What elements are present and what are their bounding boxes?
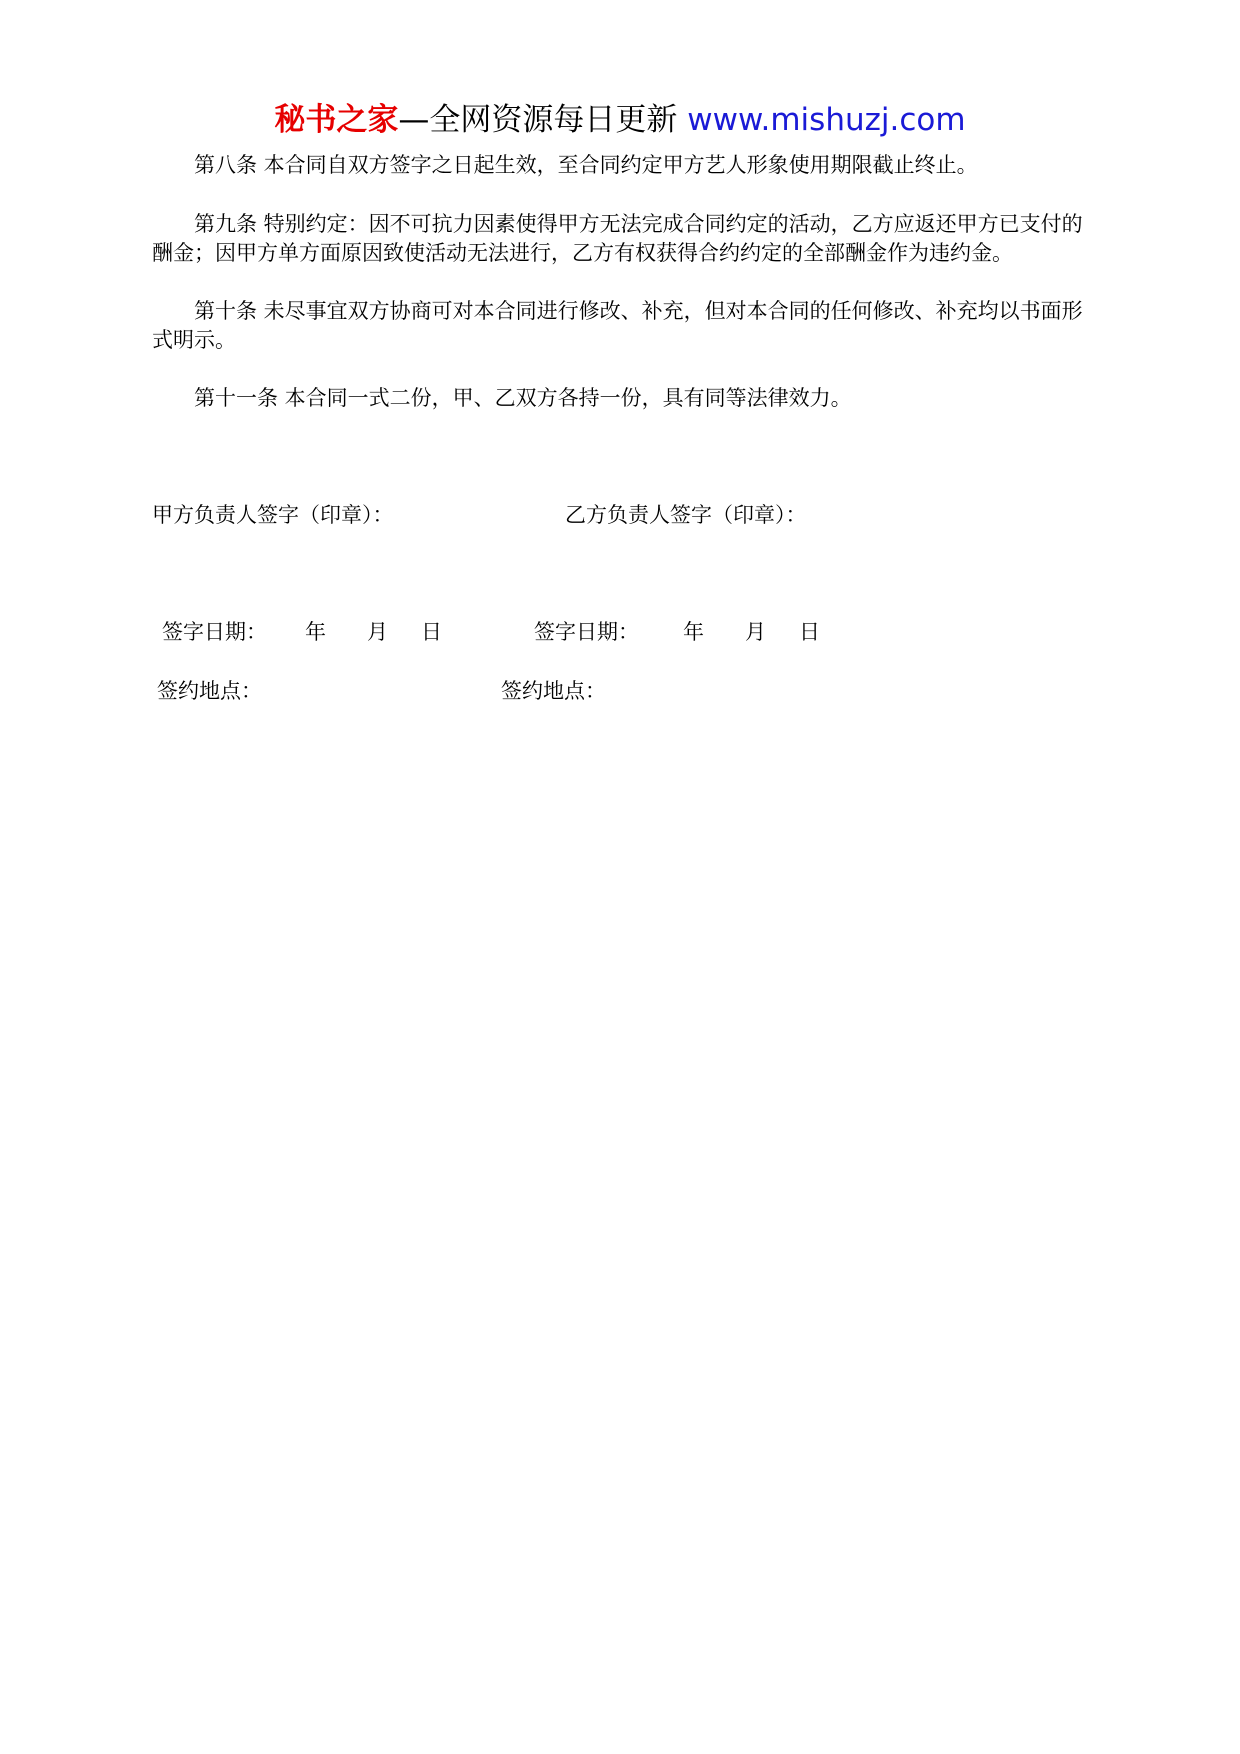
party-a-date-label: 签字日期： [162, 620, 267, 644]
article-11: 第十一条 本合同一式二份，甲、乙双方各持一份，具有同等法律效力。 [194, 386, 852, 410]
party-b-year: 年 [683, 620, 704, 644]
article-8: 第八条 本合同自双方签字之日起生效，至合同约定甲方艺人形象使用期限截止终止。 [194, 153, 978, 177]
party-b-place-label: 签约地点： [501, 679, 606, 703]
party-a-month: 月 [367, 620, 388, 644]
party-b-month: 月 [745, 620, 766, 644]
header-url[interactable]: www.mishuzj.com [687, 102, 966, 138]
party-b-date-label: 签字日期： [534, 620, 639, 644]
brand-name: 秘书之家 [274, 102, 399, 138]
party-a-place-label: 签约地点： [157, 679, 262, 703]
article-9: 第九条 特别约定：因不可抗力因素使得甲方无法完成合同约定的活动，乙方应返还甲方已支付的酬金；因甲方单方面原因致使活动无法进行，乙方有权获得合约约定的全部酬金作为违约金。 [152, 212, 1083, 265]
page-header [0, 100, 1240, 140]
article-10: 第十条 未尽事宜双方协商可对本合同进行修改、补充，但对本合同的任何修改、补充均以书面形式明示。 [152, 299, 1083, 352]
party-a-year: 年 [305, 620, 326, 644]
party-a-signature-label: 甲方负责人签字（印章）： [152, 503, 394, 527]
party-b-signature-label: 乙方负责人签字（印章）： [565, 503, 807, 527]
party-b-day: 日 [799, 620, 820, 644]
party-a-day: 日 [421, 620, 442, 644]
header-tagline: —全网资源每日更新 [398, 102, 688, 138]
